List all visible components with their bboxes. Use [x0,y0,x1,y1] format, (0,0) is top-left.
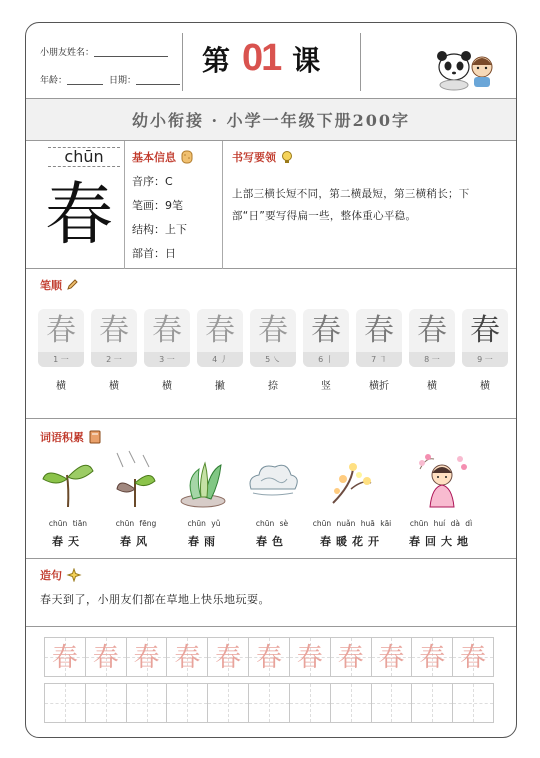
trace-cell[interactable] [45,638,86,676]
example-sentence: 春天到了，小朋友们都在草地上快乐地玩耍。 [40,593,270,606]
vocabulary-word: 春雨 [188,535,220,548]
stroke-step [462,309,508,392]
name-blank[interactable] [94,47,168,57]
stroke-step [303,309,349,392]
girl-with-flowers-icon [412,449,470,509]
blossom-icon [323,449,381,509]
vocabulary-word: 春风 [120,535,152,548]
stroke-card [91,309,137,367]
trace-character: 春 [460,643,487,673]
rain-plant-icon [175,449,233,509]
stroke-name: 横 [480,381,490,392]
blank-cell[interactable] [249,684,290,722]
stroke-character: 春 [250,311,296,351]
stroke-name: 横 [162,381,172,392]
vocabulary-pinyin: chūn nuǎn huā kāi [312,519,392,528]
stroke-card [144,309,190,367]
age-date-fields [40,73,180,86]
vocabulary-word: 春暖花开 [320,535,384,548]
blank-cell[interactable] [412,684,453,722]
blank-cell[interactable] [453,684,493,722]
stroke-order-list [38,309,508,392]
vocabulary-list [34,449,484,549]
sprout-icon [39,449,97,509]
vocabulary-item [170,449,238,549]
stroke-character: 春 [303,311,349,351]
blank-cell[interactable] [208,684,249,722]
blank-cell[interactable] [86,684,127,722]
stroke-step [197,309,243,392]
stroke-name: 横 [427,381,437,392]
basic-info-row: 音序：C [132,175,173,188]
blank-cell[interactable] [372,684,413,722]
biscuit-icon [180,150,194,164]
trace-cell[interactable] [86,638,127,676]
stroke-number: 3 一 [144,352,190,367]
vocabulary-section [26,419,516,559]
stroke-card [462,309,508,367]
trace-character: 春 [215,643,242,673]
vocabulary-pinyin: chūn sè [255,519,289,528]
trace-practice-row[interactable] [44,637,494,677]
divider [182,33,183,91]
vocabulary-item [102,449,170,549]
stroke-card [356,309,402,367]
divider [124,141,125,269]
vocabulary-pinyin: chūn fēng [115,519,157,528]
trace-character: 春 [174,643,201,673]
stroke-step [356,309,402,392]
vocabulary-item [238,449,306,549]
stroke-character: 春 [409,311,455,351]
main-character: 春 [44,176,113,255]
trace-cell[interactable] [290,638,331,676]
stroke-step [250,309,296,392]
stroke-card [197,309,243,367]
vocabulary-word: 春回大地 [409,535,473,548]
title-banner [26,99,516,141]
sentence-title-text: 造句 [40,569,62,582]
basic-info-title [132,149,194,165]
panda-mascot-icon [432,41,502,91]
blank-cell[interactable] [127,684,168,722]
blank-cell[interactable] [331,684,372,722]
cloud-icon [243,449,301,509]
trace-character: 春 [255,643,282,673]
vocabulary-title [40,429,102,445]
lesson-title [202,37,320,80]
stroke-card [303,309,349,367]
writing-tips [232,149,508,227]
stroke-name: 竖 [321,381,331,392]
stroke-name: 横折 [369,381,389,392]
sparkle-icon [66,568,82,582]
age-blank[interactable] [67,75,103,85]
stroke-name: 横 [109,381,119,392]
stroke-step [409,309,455,392]
stroke-name: 横 [56,381,66,392]
windy-plant-icon [107,449,165,509]
trace-character: 春 [419,643,446,673]
vocabulary-item [398,449,484,549]
stroke-number: 1 一 [38,352,84,367]
stroke-step [38,309,84,392]
character-info [26,141,516,269]
vocabulary-title-text: 词语积累 [40,431,84,444]
stroke-character: 春 [144,311,190,351]
lesson-number: 01 [242,37,281,79]
stroke-number: 2 一 [91,352,137,367]
trace-character: 春 [296,643,323,673]
trace-cell[interactable] [208,638,249,676]
divider [222,141,223,269]
vocabulary-word: 春色 [256,535,288,548]
book-icon [88,430,102,444]
lesson-suffix: 课 [292,43,321,77]
stroke-name: 捺 [268,381,278,392]
trace-cell[interactable] [127,638,168,676]
stroke-character: 春 [356,311,402,351]
name-label: 小朋友姓名： [40,48,95,58]
stroke-number: 7 ㇕ [356,352,402,367]
stroke-order-title-text: 笔顺 [40,279,62,292]
trace-cell[interactable] [372,638,413,676]
stroke-number: 5 ㇏ [250,352,296,367]
stroke-number: 4 丿 [197,352,243,367]
stroke-character: 春 [197,311,243,351]
stroke-order-section [26,269,516,419]
vocabulary-pinyin: chūn huí dà dì [409,519,473,528]
vocabulary-pinyin: chūn tiān [48,519,88,528]
pencil-icon [66,279,78,291]
basic-info-row: 部首：日 [132,247,176,260]
age-label: 年龄： [40,76,68,86]
date-blank[interactable] [136,75,180,85]
worksheet [25,22,517,738]
name-field[interactable] [40,45,168,58]
blank-practice-row[interactable] [44,683,494,723]
stroke-character: 春 [38,311,84,351]
stroke-step [144,309,190,392]
trace-character: 春 [337,643,364,673]
trace-cell[interactable] [331,638,372,676]
stroke-number: 9 一 [462,352,508,367]
date-label: 日期： [109,76,137,86]
writing-tips-title [232,149,508,165]
basic-info-row: 结构：上下 [132,223,187,236]
vocabulary-pinyin: chūn yǔ [187,519,221,528]
stroke-card [38,309,84,367]
basic-info-title-text: 基本信息 [132,151,176,164]
stroke-number: 8 一 [409,352,455,367]
stroke-card [409,309,455,367]
stroke-card [250,309,296,367]
stroke-character: 春 [91,311,137,351]
trace-cell[interactable] [453,638,493,676]
sentence-title [40,567,82,583]
blank-cell[interactable] [290,684,331,722]
trace-cell[interactable] [249,638,290,676]
writing-tips-title-text: 书写要领 [232,151,276,164]
stroke-number: 6 丨 [303,352,349,367]
writing-tips-text: 上部三横长短不同，第二横最短，第三横稍长；下部“日”要写得扁一些，整体重心平稳。 [232,188,470,222]
header [26,23,516,99]
banner-title: 幼小衔接 · 小学一年级下册200字 [131,111,411,130]
trace-cell[interactable] [412,638,453,676]
blank-cell[interactable] [45,684,86,722]
divider [360,33,361,91]
stroke-name: 撇 [215,381,225,392]
trace-character: 春 [92,643,119,673]
vocabulary-item [306,449,398,549]
trace-character: 春 [51,643,78,673]
lesson-prefix: 第 [202,43,231,77]
trace-character: 春 [378,643,405,673]
vocabulary-word: 春天 [52,535,84,548]
vocabulary-item [34,449,102,549]
trace-cell[interactable] [167,638,208,676]
trace-character: 春 [133,643,160,673]
basic-info-row: 笔画：9笔 [132,199,183,212]
blank-cell[interactable] [167,684,208,722]
stroke-step [91,309,137,392]
basic-info [132,149,194,261]
stroke-order-title [40,277,78,293]
pinyin: chūn [48,147,120,167]
stroke-character: 春 [470,313,500,348]
lightbulb-icon [280,150,294,164]
sentence-section [26,559,516,627]
